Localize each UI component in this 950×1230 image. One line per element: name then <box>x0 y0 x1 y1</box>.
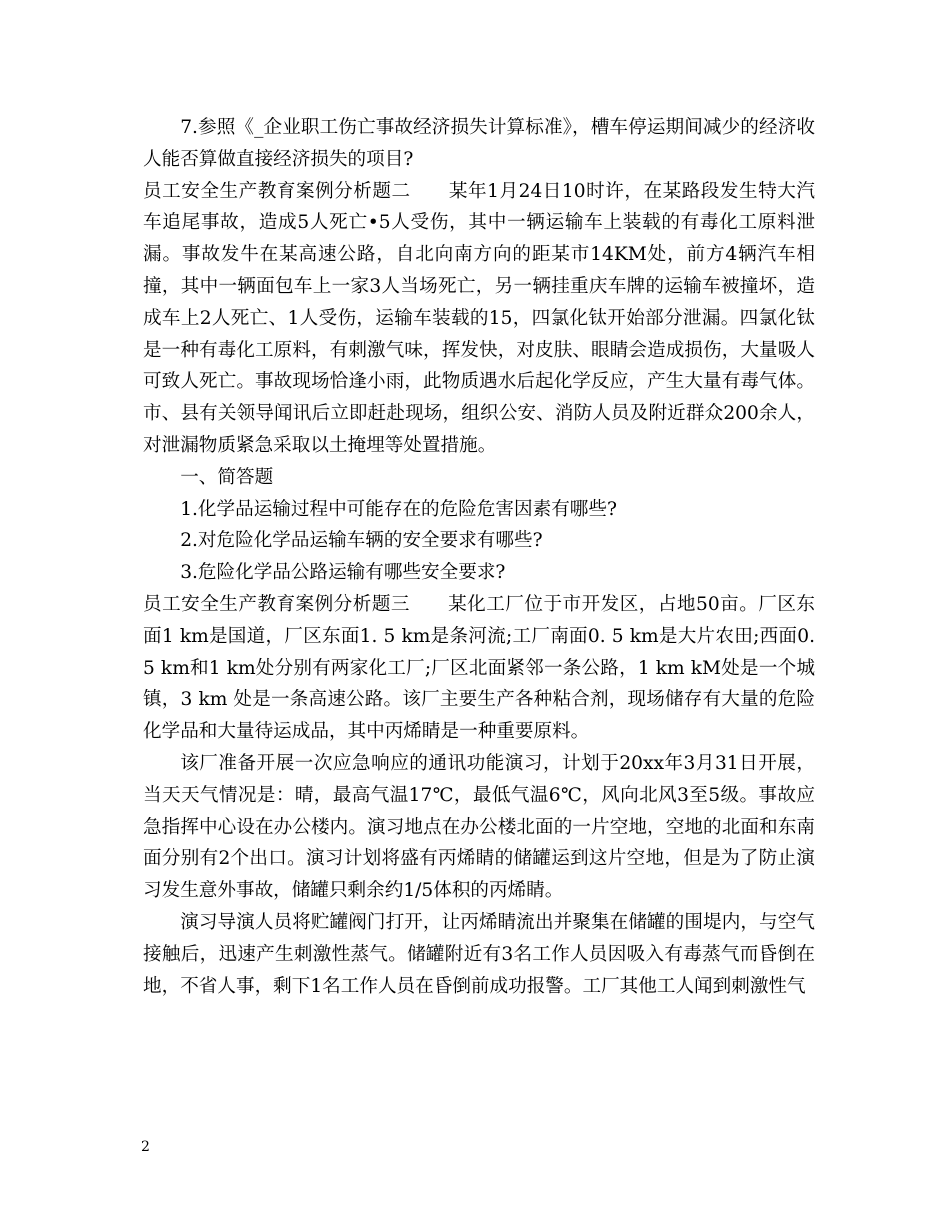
paragraph-case-two: 员工安全生产教育案例分析题二 某年1月24日10时许，在某路段发生特大汽车追尾事故，造成5人死亡•5人受伤，其中一辆运输车上装载的有毒化工原料泄漏。事故发牛在某高速公路，自北向南方向的距某市14KM处，前方4辆汽车相撞，其中一辆面包车上一家3人当场死亡，另一辆挂重庆车牌的运输车被撞坏，造成车上2人死亡、1人受伤，运输车装载的15，四氯化钛开始部分泄漏。四氯化钛是一种有毒化工原料，有刺激气味，挥发快，对皮肤、眼睛会造成损伤，大量吸人可致人死亡。事故现场恰逢小雨，此物质遇水后起化学反应，产生大量有毒气体。市、县有关领导闻讯后立即赶赴现场，组织公安、消防人员及附近群众200余人，对泄漏物质紧急采取以土掩埋等处置措施。 <box>143 180 815 456</box>
paragraph-question-1: 1.化学品运输过程中可能存在的危险危害因素有哪些? <box>180 498 617 520</box>
paragraph-drill-plan: 该厂准备开展一次应急响应的通讯功能演习，计划于20xx年3月31日开展，当天天气情况是：晴，最高气温17℃，最低气温6℃，风向北风3至5级。事故应急指挥中心设在办公楼内。演习地点在办公楼北面的一片空地，空地的北面和东南面分别有2个出口。演习计划将盛有丙烯睛的储罐运到这片空地，但是为了防止演习发生意外事故，储罐只剩余约1/5体积的丙烯睛。 <box>143 752 815 902</box>
page-number: 2 <box>141 1139 150 1155</box>
document-body <box>143 112 815 1002</box>
paragraph-case-three: 员工安全生产教育案例分析题三 某化工厂位于市开发区，占地50亩。厂区东面1 km是国道，厂区东面1. 5 km是条河流;工厂南面0. 5 km是大片农田;西面0. 5 km和1 km处分别有两家化工厂;厂区北面紧邻一条公路，1 km kM处是一个城镇，3 km 处是一条高速公路。该厂主要生产各种粘合剂，现场储存有大量的危险化学品和大量待运成品，其中丙烯睛是一种重要原料。 <box>143 593 815 743</box>
paragraph-drill-scenario: 演习导演人员将贮罐阀门打开，让丙烯睛流出并聚集在储罐的围堤内，与空气接触后，迅速产生刺激性蒸气。储罐附近有3名工作人员因吸入有毒蒸气而昏倒在地，不省人事，剩下1名工作人员在昏倒前成功报警。工厂其他工人闻到刺激性气 <box>143 911 815 997</box>
paragraph-question-3: 3.危险化学品公路运输有哪些安全要求? <box>180 562 506 584</box>
paragraph-question-2: 2.对危险化学品运输车辆的安全要求有哪些? <box>180 530 543 552</box>
paragraph-question-7: 7.参照《_企业职工伤亡事故经济损失计算标准》，槽车停运期间减少的经济收人能否算做直接经济损失的项目? <box>143 117 815 170</box>
section-heading-short-answer: 一、简答题 <box>180 466 274 488</box>
